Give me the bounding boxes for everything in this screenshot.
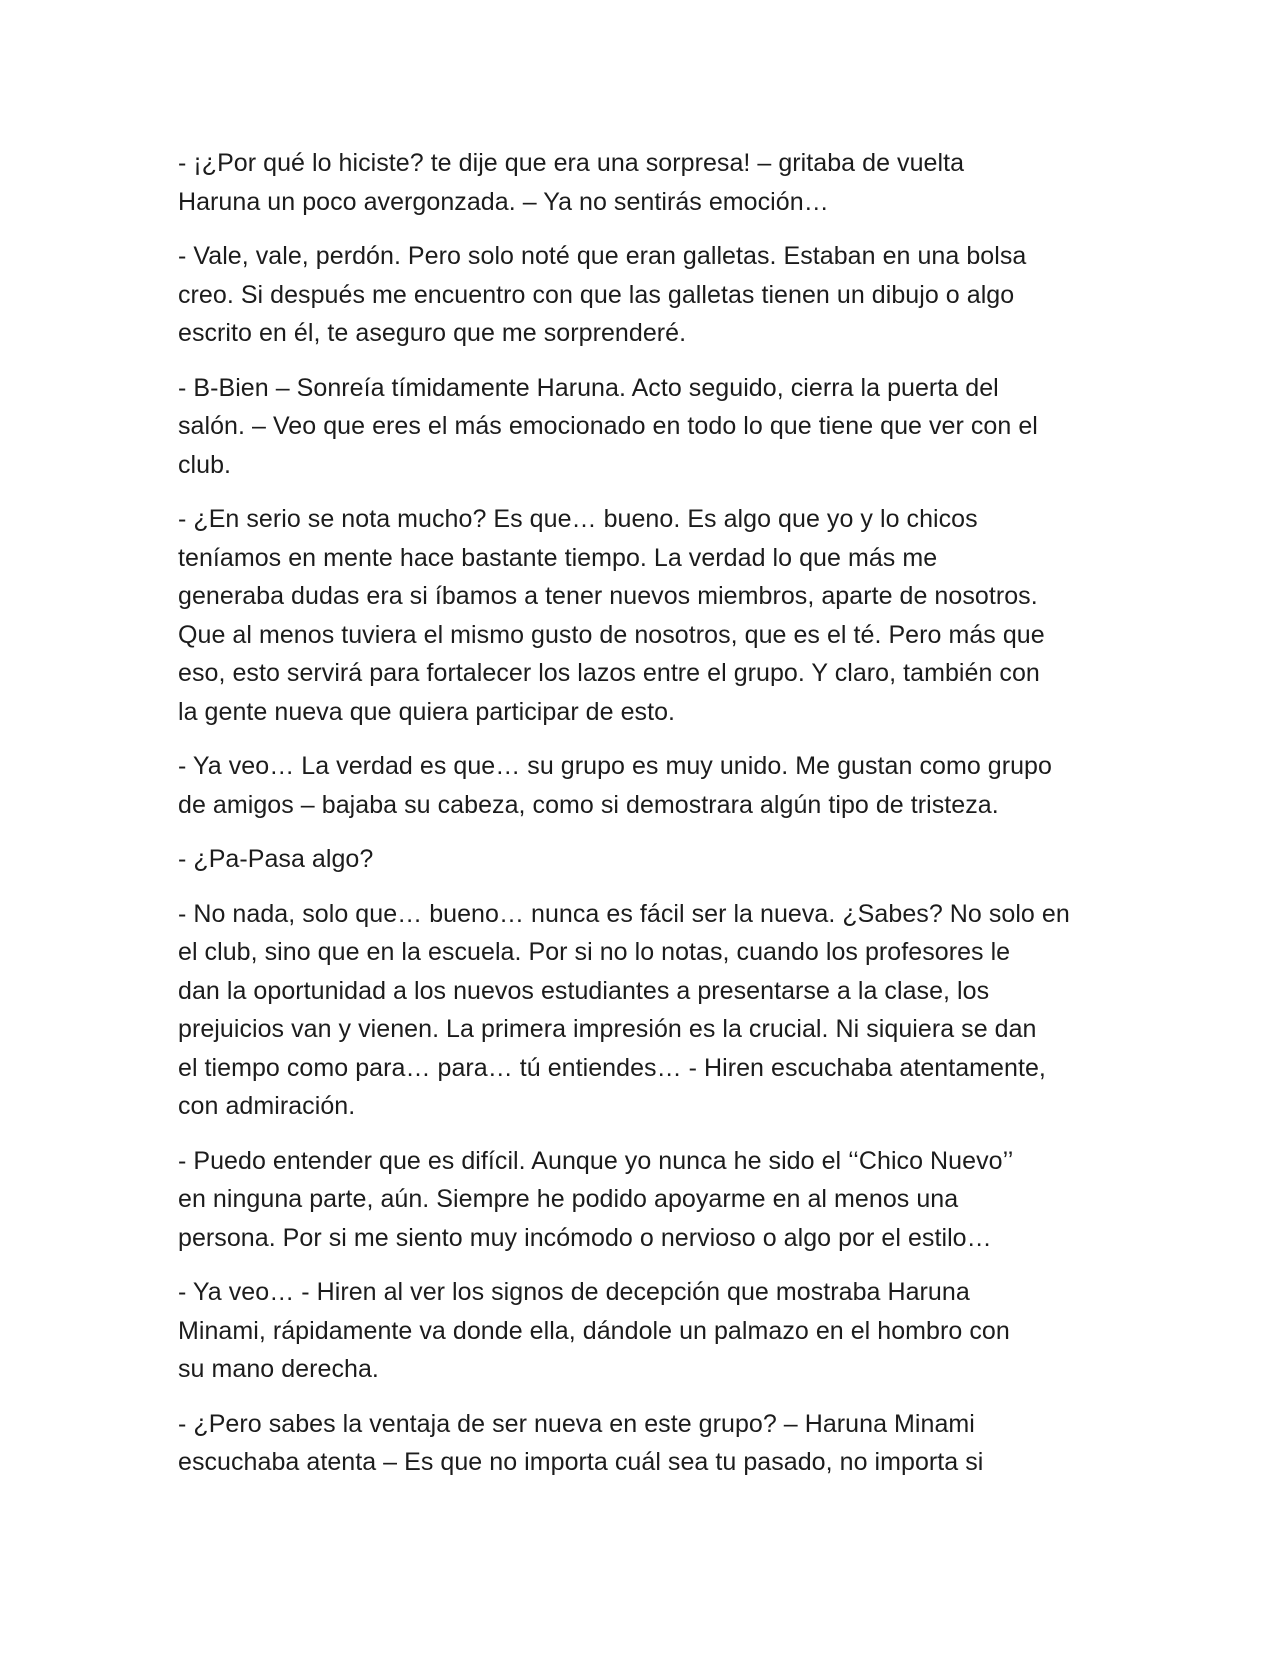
text-line: - ¿Pa-Pasa algo? — [178, 845, 374, 873]
paragraph — [178, 895, 1108, 1126]
paragraph — [178, 747, 1108, 824]
text-line: teníamos en mente hace bastante tiempo. La verdad lo que más me — [178, 543, 938, 572]
text-line: generaba dudas era si íbamos a tener nuevos miembros, aparte de nosotros. — [178, 582, 1038, 610]
text-line: su mano derecha. — [178, 1355, 379, 1383]
text-line: - No nada, solo que… bueno… nunca es fácil ser la nueva. ¿Sabes? No solo en — [178, 899, 1070, 928]
document-body — [178, 144, 1108, 1498]
paragraph — [178, 237, 1108, 353]
paragraph — [178, 1405, 1108, 1482]
text-line: el club, sino que en la escuela. Por si no lo notas, cuando los profesores le — [178, 938, 1011, 966]
text-line: creo. Si después me encuentro con que las galletas tienen un dibujo o algo — [178, 280, 1015, 309]
text-line: la gente nueva que quiera participar de esto. — [178, 697, 676, 726]
text-line: Minami, rápidamente va donde ella, dándole un palmazo en el hombro con — [178, 1316, 1010, 1345]
text-line: de amigos – bajaba su cabeza, como si demostrara algún tipo de tristeza. — [178, 790, 999, 819]
text-line: persona. Por si me siento muy incómodo o nervioso o algo por el estilo… — [178, 1223, 992, 1252]
text-line: dan la oportunidad a los nuevos estudiantes a presentarse a la clase, los — [178, 976, 990, 1005]
text-line: eso, esto servirá para fortalecer los lazos entre el grupo. Y claro, también con — [178, 659, 1040, 687]
text-line: - B-Bien – Sonreía tímidamente Haruna. Acto seguido, cierra la puerta del — [178, 373, 999, 402]
text-line: - ¿Pero sabes la ventaja de ser nueva en este grupo? – Haruna Minami — [178, 1409, 975, 1438]
text-line: - Ya veo… - Hiren al ver los signos de decepción que mostraba Haruna — [178, 1278, 970, 1306]
text-line: escrito en él, te aseguro que me sorprenderé. — [178, 319, 687, 347]
text-line: - ¡¿Por qué lo hiciste? te dije que era una sorpresa! – gritaba de vuelta — [178, 149, 965, 177]
text-line: - ¿En serio se nota mucho? Es que… bueno. Es algo que yo y lo chicos — [178, 505, 978, 533]
text-line: club. — [178, 450, 232, 479]
text-line: escuchaba atenta – Es que no importa cuál sea tu pasado, no importa si — [178, 1448, 984, 1476]
text-line: salón. – Veo que eres el más emocionado en todo lo que tiene que ver con el — [178, 412, 1038, 440]
text-line: el tiempo como para… para… tú entiendes… - Hiren escuchaba atentamente, — [178, 1053, 1046, 1082]
text-line: - Ya veo… La verdad es que… su grupo es muy unido. Me gustan como grupo — [178, 752, 1052, 780]
text-line: con admiración. — [178, 1092, 356, 1120]
paragraph — [178, 500, 1108, 731]
paragraph — [178, 1142, 1108, 1258]
text-line: Que al menos tuviera el mismo gusto de nosotros, que es el té. Pero más que — [178, 620, 1045, 649]
text-line: - Vale, vale, perdón. Pero solo noté que eran galletas. Estaban en una bolsa — [178, 242, 1027, 270]
text-line: - Puedo entender que es difícil. Aunque yo nunca he sido el ‘‘Chico Nuevo’’ — [178, 1146, 1014, 1175]
paragraph — [178, 840, 1108, 879]
paragraph — [178, 1273, 1108, 1389]
text-line: en ninguna parte, aún. Siempre he podido apoyarme en al menos una — [178, 1185, 959, 1213]
paragraph — [178, 144, 1108, 221]
text-line: prejuicios van y vienen. La primera impresión es la crucial. Ni siquiera se dan — [178, 1015, 1037, 1043]
text-line: Haruna un poco avergonzada. – Ya no sentirás emoción… — [178, 187, 829, 216]
paragraph — [178, 369, 1108, 485]
